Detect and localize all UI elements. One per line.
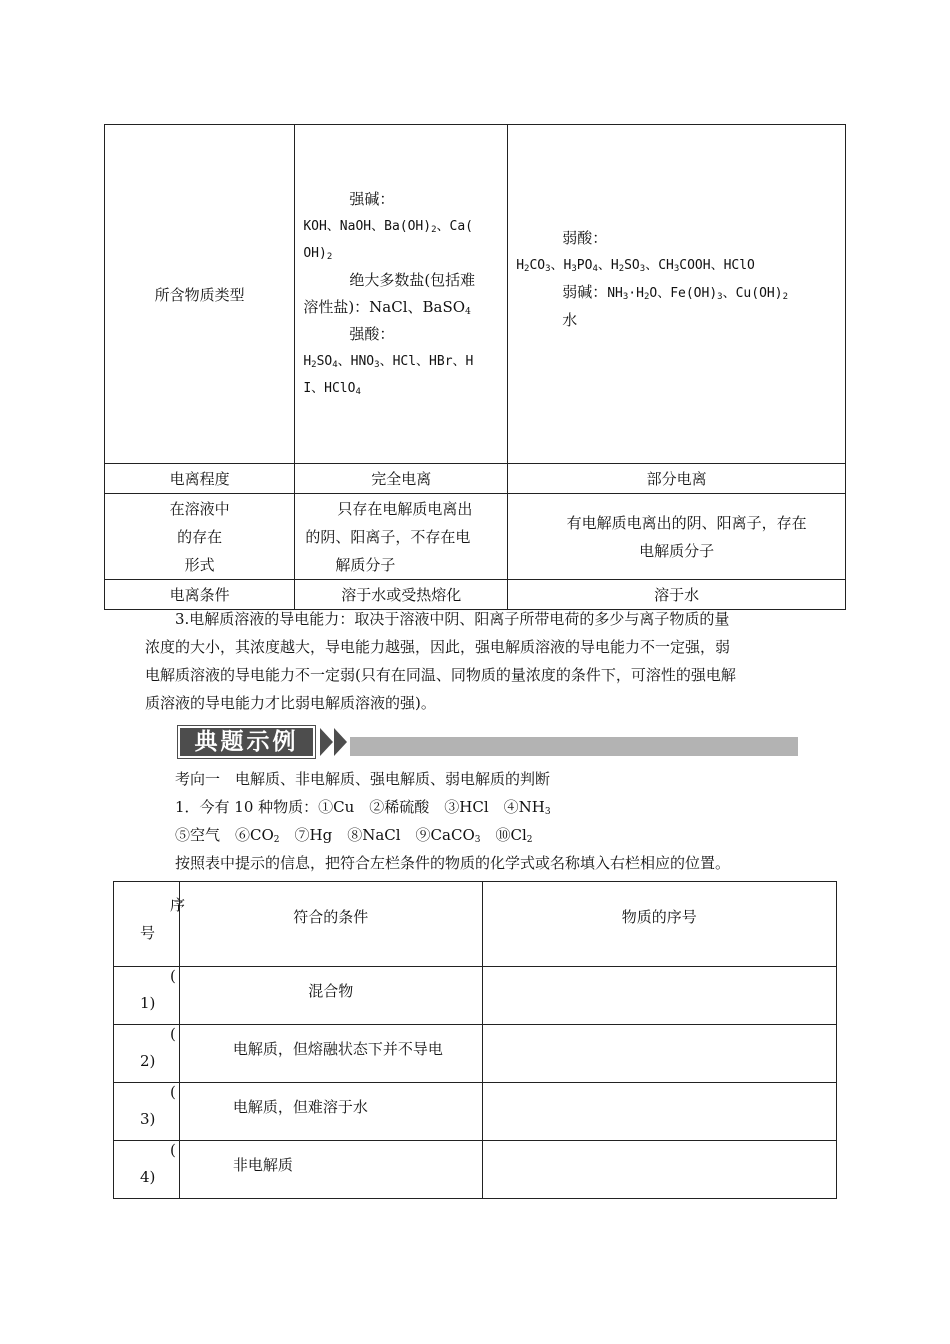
salt-label-2: 溶性盐)：NaCl、BaSO$_4$	[303, 298, 471, 317]
electrolyte-comparison-table	[104, 124, 846, 610]
strong-acid-formulas-1: $H_2SO_4$、$HNO_3$、HCl、HBr、H	[303, 354, 474, 370]
row-paren: (	[170, 967, 176, 985]
weak-substances-cell	[508, 125, 846, 464]
header-no	[114, 882, 186, 967]
form-label-3: 形式	[184, 555, 215, 574]
strong-form-1: 只存在电解质电离出	[337, 499, 473, 518]
form-label-1: 在溶液中	[169, 499, 230, 518]
cell-text: 所含物质类型	[154, 285, 245, 304]
section-banner	[178, 726, 798, 758]
salt-label: 绝大多数盐(包括难	[349, 271, 476, 289]
header-answer: 物质的序号	[482, 882, 836, 967]
substance-list-2: ⑤空气 $⑥CO_2$ ⑦Hg ⑧NaCl ⑨CaCO$_3$ $⑩Cl_2$	[175, 826, 533, 845]
weak-condition: 溶于水	[508, 580, 846, 610]
form-label-2: 的存在	[177, 527, 223, 546]
strong-base-formulas-2: $OH)_2$	[303, 246, 333, 262]
paragraph-line: 质溶液的导电能力才比弱电解质溶液的强)。	[145, 694, 436, 712]
strong-substances-cell	[295, 125, 508, 464]
answer-table	[113, 881, 837, 1199]
row-paren: (	[170, 1083, 176, 1101]
banner-bar	[350, 737, 798, 756]
table-row	[114, 967, 837, 1025]
row-paren: (	[170, 1025, 176, 1043]
condition-cell: 混合物	[179, 967, 482, 1025]
table-row	[114, 882, 837, 967]
weak-acid-label: 弱酸：	[562, 228, 608, 247]
answer-cell[interactable]	[482, 1141, 836, 1199]
row-number: 3)	[140, 1110, 156, 1128]
paragraph-line: 电解质溶液的导电能力不一定弱(只有在同温、同物质的量浓度的条件下，可溶性的强电解	[145, 666, 736, 684]
row-number-cell	[114, 1083, 180, 1141]
strong-acid-formulas-2: I、HClO$_4$	[303, 381, 361, 397]
row-number: 4)	[140, 1168, 156, 1186]
header-no-bottom: 号	[140, 924, 156, 942]
row-label-degree: 电离程度	[105, 464, 295, 494]
paragraph-line: 浓度的大小，其浓度越大，导电能力越强，因此，强电解质溶液的导电能力不一定强，弱	[145, 638, 731, 656]
chevron-right-icon	[320, 728, 333, 756]
weak-base-formulas: $NH_3\cdot H_2O$、$Fe(OH)_3$、$Cu(OH)_2$	[607, 285, 788, 302]
row-number-cell	[114, 1141, 180, 1199]
row-paren: (	[170, 1141, 176, 1159]
table-row	[114, 1141, 837, 1199]
table-row	[105, 125, 846, 464]
weak-form	[508, 494, 846, 580]
table-row	[105, 494, 846, 580]
strong-form-2: 的阴、阳离子，不存在电	[305, 527, 471, 546]
instruction: 按照表中提示的信息，把符合左栏条件的物质的化学式或名称填入右栏相应的位置。	[175, 854, 731, 872]
answer-cell[interactable]	[482, 1083, 836, 1141]
weak-base-line	[516, 279, 845, 307]
table-row	[114, 1083, 837, 1141]
weak-degree: 部分电离	[508, 464, 846, 494]
row-number-cell	[114, 967, 180, 1025]
strong-form	[295, 494, 508, 580]
water-label: 水	[562, 310, 578, 329]
row-label-substance-types	[105, 125, 295, 464]
weak-form-1: 有电解质电离出的阴、阳离子，存在	[566, 513, 807, 532]
weak-base-label: 弱碱：	[562, 282, 608, 301]
strong-base-formulas-1: KOH、NaOH、$Ba(OH)_2$、Ca(	[303, 219, 473, 235]
header-no-top: 序	[170, 896, 186, 914]
weak-acid-formulas: $H_2CO_3$、$H_3PO_4$、$H_2SO_3$、$CH_3COOH$、HClO	[516, 257, 755, 274]
condition-cell: 电解质，但难溶于水	[179, 1083, 482, 1141]
salt-text: 溶性盐)：NaCl、BaSO	[303, 298, 466, 316]
answer-cell[interactable]	[482, 1025, 836, 1083]
strong-condition: 溶于水或受热熔化	[295, 580, 508, 610]
paragraph-conductivity	[145, 605, 845, 717]
row-label-form	[105, 494, 295, 580]
row-number: 1)	[140, 994, 156, 1012]
row-number: 2)	[140, 1052, 156, 1070]
condition-cell: 非电解质	[179, 1141, 482, 1199]
header-condition: 符合的条件	[179, 882, 482, 967]
table-row	[114, 1025, 837, 1083]
strong-form-3: 解质分子	[335, 555, 396, 574]
question-1	[145, 793, 845, 821]
table-row	[105, 464, 846, 494]
substance-list-1: ①Cu ②稀硫酸 ③HCl $④NH_3$	[318, 798, 551, 817]
strong-acid-label: 强酸：	[349, 325, 395, 343]
row-label-condition: 电离条件	[105, 580, 295, 610]
question-prefix: 1．今有 10 种物质：	[175, 798, 319, 816]
chevron-right-icon	[334, 728, 347, 756]
weak-form-2: 电解质分子	[639, 541, 715, 560]
condition-cell: 电解质，但熔融状态下并不导电	[179, 1025, 482, 1083]
banner-title: 典题示例	[178, 726, 315, 758]
answer-cell[interactable]	[482, 967, 836, 1025]
paragraph-line: 3.电解质溶液的导电能力：取决于溶液中阴、阳离子所带电荷的多少与离子物质的量	[175, 610, 730, 628]
direction-heading: 考向一 电解质、非电解质、强电解质、弱电解质的判断	[175, 770, 551, 788]
strong-degree: 完全电离	[295, 464, 508, 494]
example-section	[145, 765, 845, 877]
row-number-cell	[114, 1025, 180, 1083]
strong-base-label: 强碱：	[349, 190, 395, 208]
